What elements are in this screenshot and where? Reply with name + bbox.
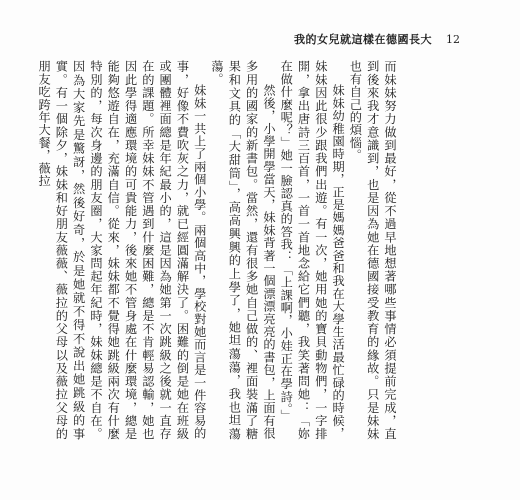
paragraph: 妹妹一共上了兩個小學。兩個高中，學校對她而言是一件容易的事，好像不費吹灰之力，就已經圓滿解決了。困難的倒是她在班級或團體裡面總是年紀最小的，這是因為她第一次跳級之後就一直存在的課題。所幸妹妹不管遇到什麼困難，總是不肯輕易認輸，她也因此學得適應環境的可貴能力，後來她不管身處在什麼環境，總是能夠悠遊自在，充滿自信。從來，妹妹都不覺得她跳級兩次有什麼特別的，每次身邊的朋友圈，大家問起年紀時，妹妹總是不自在。因為大家先是驚訝，然後好奇，於是她就不得不說出她跳級的事實。有一個除夕，妹妹和好朋友薇薇、薇拉的父母以及薇拉父母的朋友吃跨年大餐，薇拉 [37, 60, 207, 440]
book-title: 我的女兒就這樣在德國長大 [294, 33, 432, 46]
paragraph: 而妹妹努力做到最好，從不過早地想著哪些事情必須提前完成，直到後來我才意識到，也是因為她在德國接受教育的緣故。只是妹妹也有自己的煩惱。 [348, 60, 397, 440]
paragraph: 然後，小學開學當天，妹妹背著一個漂漂亮亮的書包，上面有很多用的國家的新書包。當然，還有很多她自己做的、裡面裝滿了糖果和文具的「大甜筒」，高高興興的上學了，她坦蕩蕩，我也坦蕩蕩。 [210, 60, 276, 440]
running-header [294, 31, 460, 47]
body-text [37, 60, 398, 440]
page-number: 12 [446, 32, 460, 46]
paragraph: 妹妹幼稚園時期，正是媽媽爸爸和我在大學生活最忙碌的時候，妹妹因此很少跟我們出遊。有一次，她用她的寶貝動物們，一字排開，拿出唐詩三百首，一首一首地念給它們聽，我笑著問她：「妳在做什麼呢？」她一臉認真的答我：「上課啊，小娃正在學詩。」 [279, 60, 346, 440]
